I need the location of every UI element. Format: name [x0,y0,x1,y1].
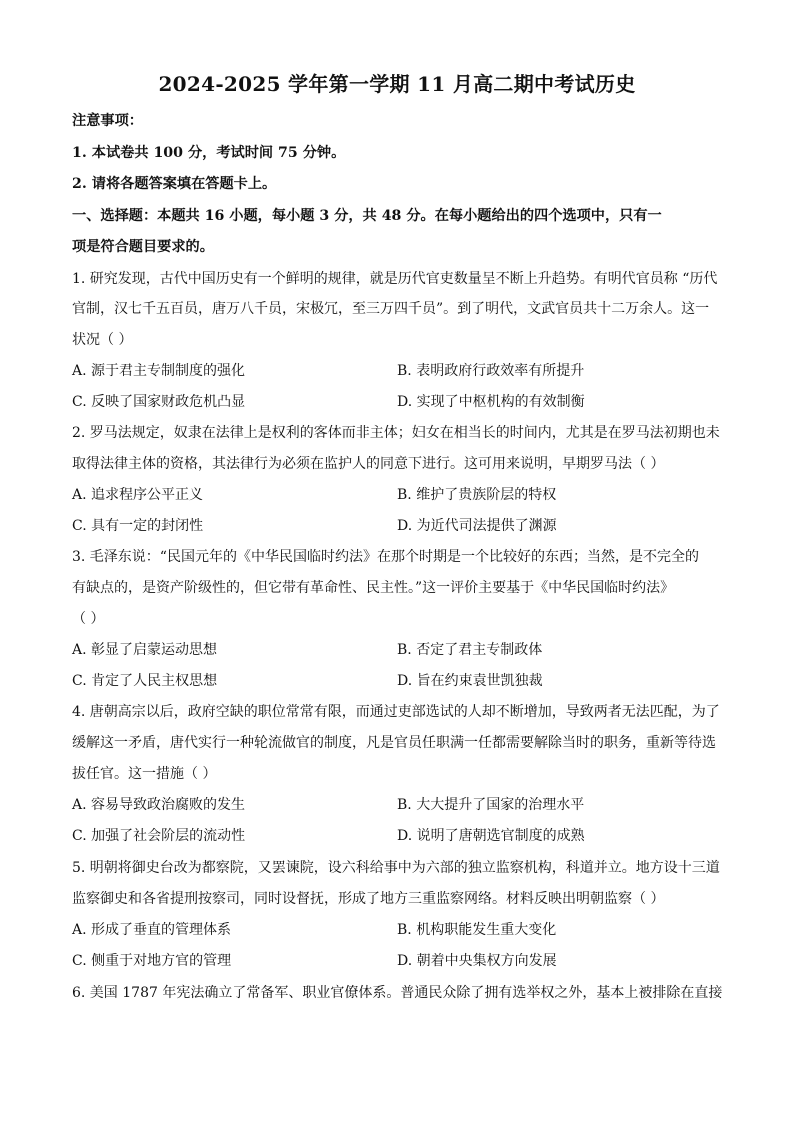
question-5-line-1: 5. 明朝将御史台改为都察院，又罢谏院，设六科给事中为六部的独立监察机构，科道并立。地方设十三道 [72,860,720,876]
question-4-option-a[interactable]: A. 容易导致政治腐败的发生 [72,797,246,813]
notes-heading: 注意事项： [72,113,143,129]
question-1-line-3: 状况（ ） [72,332,133,348]
note-item-1: 1. 本试卷共 100 分，考试时间 75 分钟。 [72,145,346,161]
question-1-option-b[interactable]: B. 表明政府行政效率有所提升 [397,363,585,379]
question-4-line-2: 缓解这一矛盾，唐代实行一种轮流做官的制度，凡是官员任职满一任都需要解除当时的职务，重新等待选 [72,735,716,751]
question-4-option-b[interactable]: B. 大大提升了国家的治理水平 [397,797,585,813]
question-6-line-1: 6. 美国 1787 年宪法确立了常备军、职业官僚体系。普通民众除了拥有选举权之外，基本上被排除在直接 [72,985,723,1001]
question-2-option-d[interactable]: D. 为近代司法提供了渊源 [397,518,557,534]
section-heading-line-1: 一、选择题：本题共 16 小题，每小题 3 分，共 48 分。在每小题给出的四个选项中，只有一 [72,208,662,224]
question-2-option-a[interactable]: A. 追求程序公平正义 [72,487,204,503]
question-5-option-a[interactable]: A. 形成了垂直的管理体系 [72,922,232,938]
question-2-line-1: 2. 罗马法规定，奴隶在法律上是权利的客体而非主体；妇女在相当长的时间内，尤其是在罗马法初期也未 [72,425,720,441]
question-3-option-c[interactable]: C. 肯定了人民主权思想 [72,673,218,689]
question-5-option-c[interactable]: C. 侧重于对地方官的管理 [72,953,232,969]
question-1-option-a[interactable]: A. 源于君主专制制度的强化 [72,363,246,379]
question-1-line-1: 1. 研究发现，古代中国历史有一个鲜明的规律，就是历代官吏数量呈不断上升趋势。有明代官员称 “历代 [72,271,718,287]
question-4-option-c[interactable]: C. 加强了社会阶层的流动性 [72,828,246,844]
question-2-line-2: 取得法律主体的资格，其法律行为必须在监护人的同意下进行。这可用来说明，早期罗马法（ ） [72,456,665,472]
question-3-option-d[interactable]: D. 旨在约束袁世凯独裁 [397,673,543,689]
page-title: 2024-2025 学年第一学期 11 月高二期中考试历史 [158,72,636,96]
question-2-option-b[interactable]: B. 维护了贵族阶层的特权 [397,487,557,503]
question-1-line-2: 官制，汉七千五百员，唐万八千员，宋极冗，至三万四千员”。到了明代，文武官员共十二万余人。这一 [72,301,710,317]
question-3-option-b[interactable]: B. 否定了君主专制政体 [397,642,543,658]
question-3-line-3: （ ） [72,611,105,627]
question-1-option-d[interactable]: D. 实现了中枢机构的有效制衡 [397,394,585,410]
question-3-line-1: 3. 毛泽东说：“民国元年的《中华民国临时约法》在那个时期是一个比较好的东西；当然，是不完全的 [72,549,699,565]
question-1-option-c[interactable]: C. 反映了国家财政危机凸显 [72,394,246,410]
question-3-line-2: 有缺点的，是资产阶级性的，但它带有革命性、民主性。”这一评价主要基于《中华民国临时约法》 [72,580,675,596]
question-5-line-2: 监察御史和各省提刑按察司，同时设督抚，形成了地方三重监察网络。材料反映出明朝监察（ ） [72,891,665,907]
question-5-option-b[interactable]: B. 机构职能发生重大变化 [397,922,557,938]
question-4-line-1: 4. 唐朝高宗以后，政府空缺的职位常常有限，而通过吏部选试的人却不断增加，导致两者无法匹配，为了 [72,704,720,720]
question-2-option-c[interactable]: C. 具有一定的封闭性 [72,518,204,534]
note-item-2: 2. 请将各题答案填在答题卡上。 [72,176,277,192]
question-5-option-d[interactable]: D. 朝着中央集权方向发展 [397,953,557,969]
question-4-option-d[interactable]: D. 说明了唐朝选官制度的成熟 [397,828,585,844]
section-heading-line-2: 项是符合题目要求的。 [72,239,214,255]
question-4-line-3: 拔任官。这一措施（ ） [72,766,217,782]
question-3-option-a[interactable]: A. 彰显了启蒙运动思想 [72,642,218,658]
